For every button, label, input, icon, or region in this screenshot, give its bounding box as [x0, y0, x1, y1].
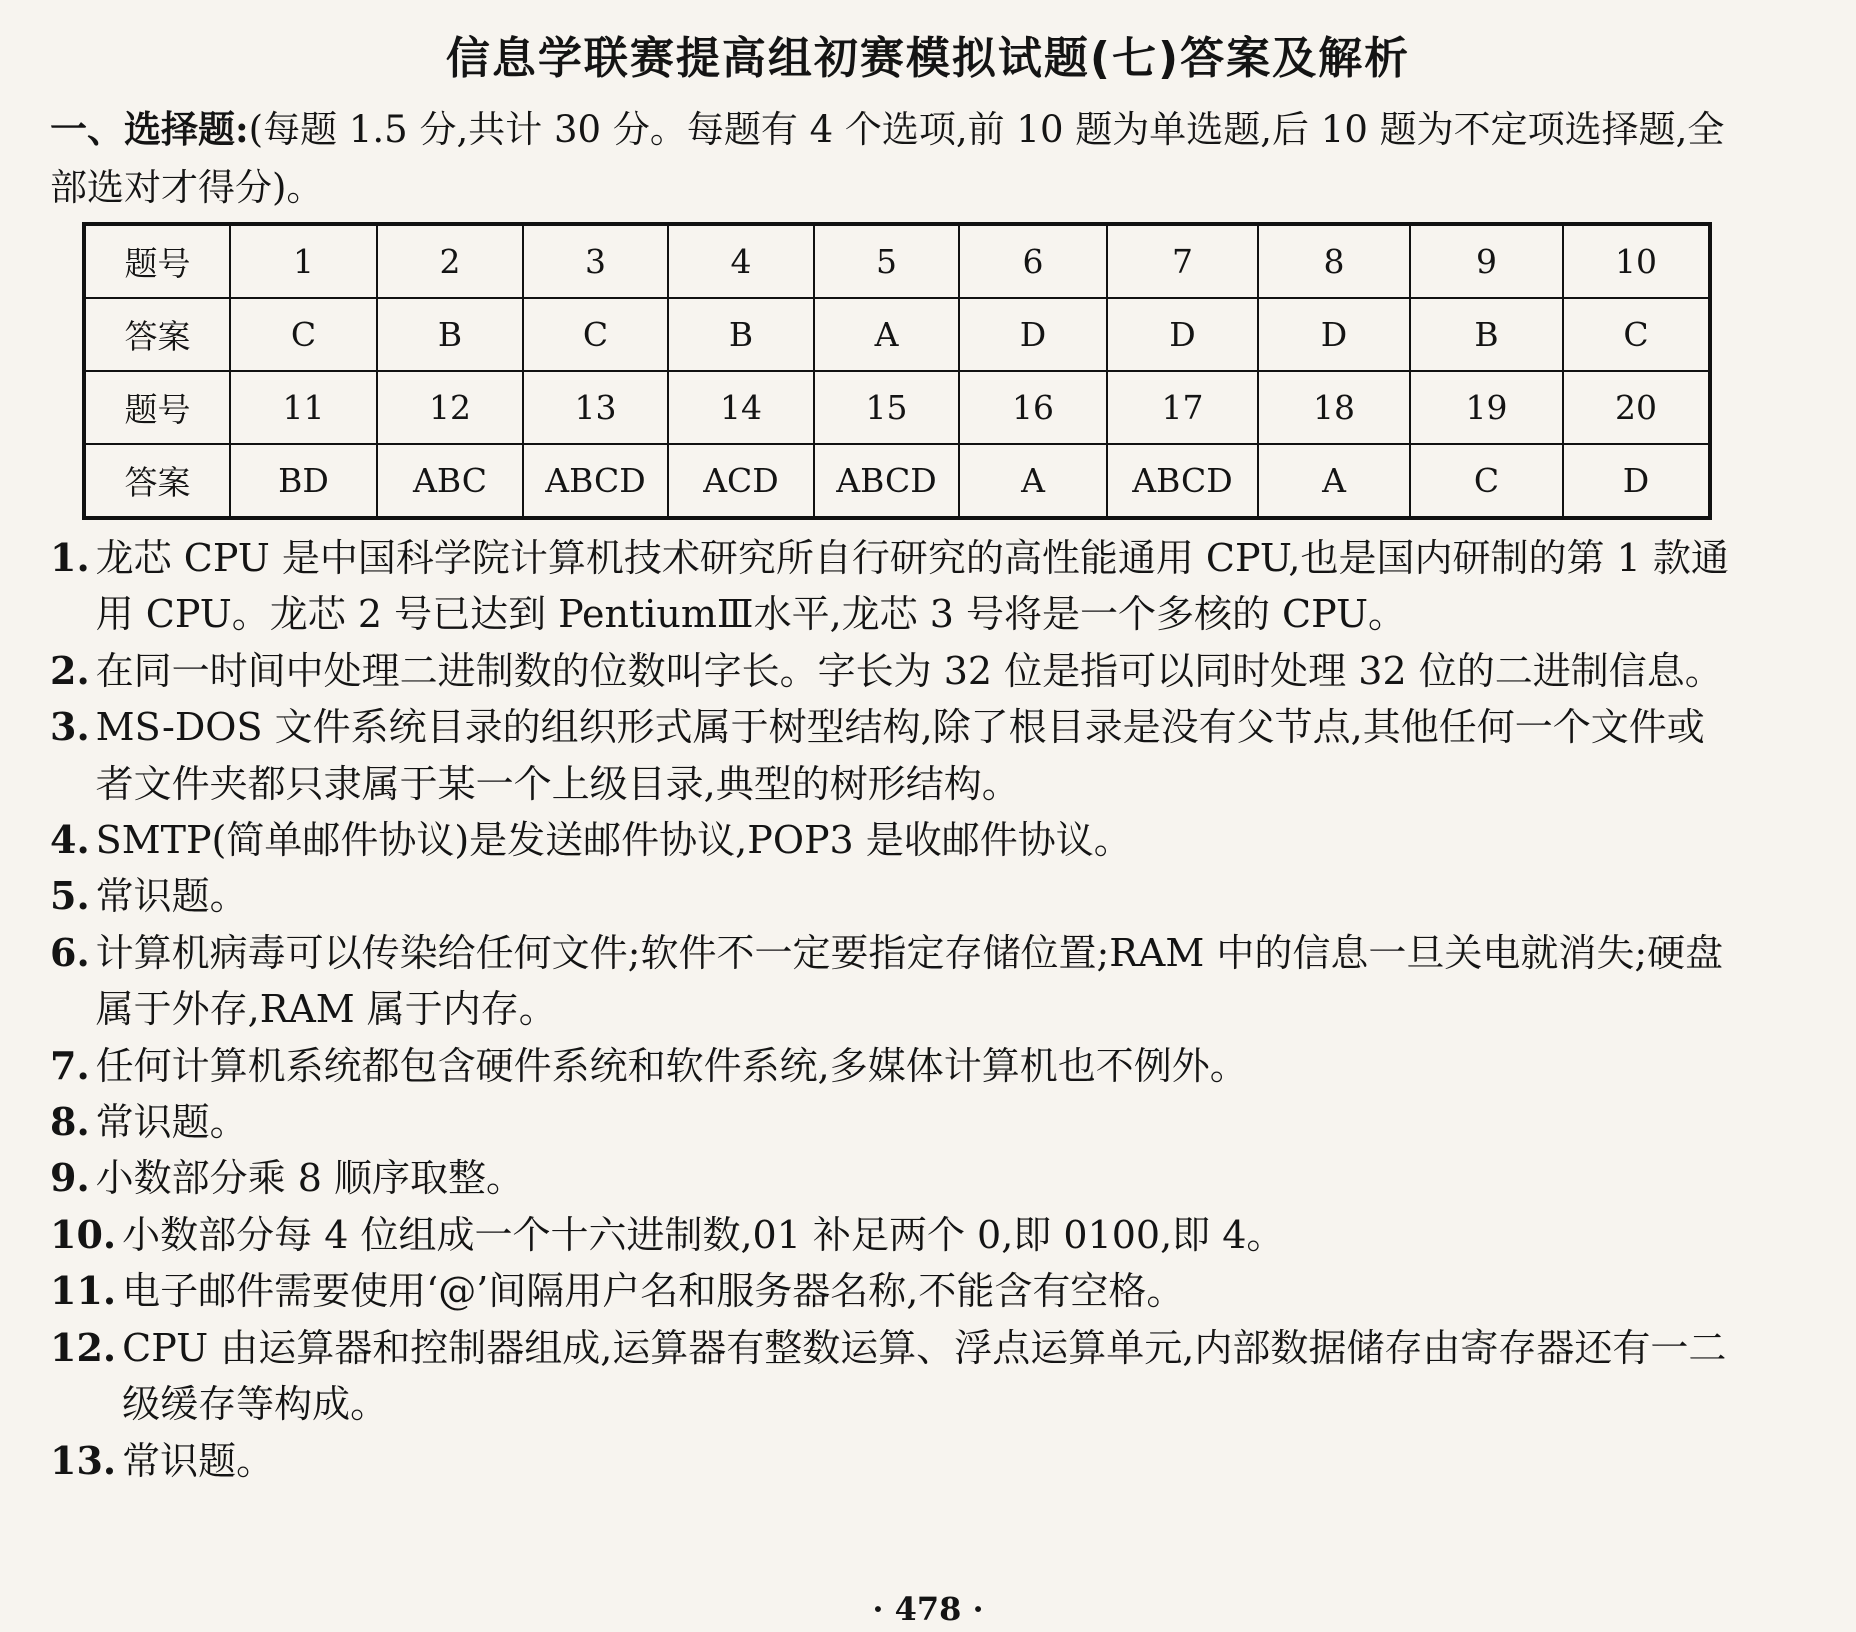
question-number: 12: [377, 371, 523, 444]
answer-cell: C: [523, 298, 668, 371]
question-number: 18: [1258, 371, 1410, 444]
answer-cell: D: [1258, 298, 1410, 371]
question-number: 10: [1563, 224, 1710, 298]
table-row-answers-1: [84, 298, 1710, 371]
question-number: 5: [814, 224, 959, 298]
section-description: (每题 1.5 分,共计 30 分。每题有 4 个选项,前 10 题为单选题,后 10 题为不定项选择题,全部选对才得分)。: [50, 108, 1725, 209]
explanation-list: [50, 530, 1740, 1489]
question-number: 15: [814, 371, 959, 444]
item-number: 7.: [50, 1042, 90, 1088]
table-row-numbers-2: [84, 371, 1710, 444]
answer-cell: B: [668, 298, 814, 371]
item-text: 龙芯 CPU 是中国科学院计算机技术研究所自行研究的高性能通用 CPU,也是国内研制的第 1 款通用 CPU。龙芯 2 号已达到 PentiumⅢ水平,龙芯 3 号将是一个多核的 CPU。: [95, 536, 1729, 637]
question-number: 1: [230, 224, 377, 298]
answer-cell: A: [959, 444, 1107, 518]
item-number: 11.: [50, 1268, 117, 1314]
question-number: 2: [377, 224, 523, 298]
item-text: SMTP(简单邮件协议)是发送邮件协议,POP3 是收邮件协议。: [95, 818, 1132, 863]
item-text: 小数部分乘 8 顺序取整。: [95, 1156, 525, 1201]
question-number: 7: [1107, 224, 1258, 298]
section-heading: 一、选择题:: [50, 107, 249, 151]
answer-cell: ABCD: [523, 444, 668, 518]
question-number: 20: [1563, 371, 1710, 444]
list-item: [50, 925, 1740, 1038]
item-number: 2.: [50, 647, 90, 693]
answer-cell: C: [1563, 298, 1710, 371]
answer-cell: ACD: [668, 444, 814, 518]
item-text: 在同一时间中处理二进制数的位数叫字长。字长为 32 位是指可以同时处理 32 位的二进制信息。: [95, 648, 1723, 693]
question-number: 8: [1258, 224, 1410, 298]
answer-cell: ABCD: [814, 444, 959, 518]
answer-cell: B: [377, 298, 523, 371]
question-number: 4: [668, 224, 814, 298]
row-label: 答案: [84, 444, 230, 518]
answer-cell: ABCD: [1107, 444, 1258, 518]
item-number: 12.: [50, 1324, 117, 1370]
list-item: [50, 699, 1740, 812]
answer-table: [82, 222, 1712, 520]
list-item: [50, 1207, 1740, 1263]
row-label: 题号: [84, 371, 230, 444]
item-number: 1.: [50, 535, 90, 580]
table-row-numbers-1: [84, 224, 1710, 298]
item-text: 常识题。: [95, 874, 248, 919]
item-number: 8.: [50, 1099, 90, 1145]
item-number: 10.: [50, 1211, 117, 1257]
list-item: [50, 530, 1740, 643]
list-item: [50, 1038, 1740, 1094]
item-number: 13.: [50, 1437, 117, 1483]
question-number: 19: [1410, 371, 1563, 444]
list-item: [50, 1094, 1740, 1150]
item-text: 常识题。: [122, 1438, 275, 1483]
answer-cell: BD: [230, 444, 377, 518]
row-label: 答案: [84, 298, 230, 371]
question-number: 11: [230, 371, 377, 444]
list-item: [50, 812, 1740, 868]
item-text: 小数部分每 4 位组成一个十六进制数,01 补足两个 0,即 0100,即 4。: [122, 1212, 1285, 1257]
question-number: 9: [1410, 224, 1563, 298]
list-item: [50, 868, 1740, 924]
list-item: [50, 1320, 1740, 1433]
section-intro: [50, 100, 1740, 217]
item-number: 9.: [50, 1155, 90, 1201]
question-number: 14: [668, 371, 814, 444]
answer-cell: D: [1107, 298, 1258, 371]
page-title: 信息学联赛提高组初赛模拟试题(七)答案及解析: [445, 33, 1411, 84]
item-number: 5.: [50, 873, 90, 919]
item-text: MS-DOS 文件系统目录的组织形式属于树型结构,除了根目录是没有父节点,其他任何一个文件或者文件夹都只隶属于某一个上级目录,典型的树形结构。: [95, 705, 1705, 806]
list-item: [50, 1263, 1740, 1319]
item-text: 常识题。: [95, 1100, 248, 1145]
item-number: 6.: [50, 929, 90, 975]
row-label: 题号: [84, 224, 230, 298]
item-text: 计算机病毒可以传染给任何文件;软件不一定要指定存储位置;RAM 中的信息一旦关电就消失;硬盘属于外存,RAM 属于内存。: [95, 930, 1724, 1032]
item-number: 3.: [50, 704, 90, 750]
question-number: 6: [959, 224, 1107, 298]
question-number: 17: [1107, 371, 1258, 444]
item-text: CPU 由运算器和控制器组成,运算器有整数运算、浮点运算单元,内部数据储存由寄存器还有一二级缓存等构成。: [122, 1325, 1727, 1427]
question-number: 13: [523, 371, 668, 444]
answer-cell: C: [1410, 444, 1563, 518]
answer-cell: B: [1410, 298, 1563, 371]
answer-cell: ABC: [377, 444, 523, 518]
page-number: · 478 ·: [872, 1590, 984, 1628]
answer-cell: C: [230, 298, 377, 371]
list-item: [50, 1150, 1740, 1206]
item-text: 任何计算机系统都包含硬件系统和软件系统,多媒体计算机也不例外。: [95, 1043, 1248, 1088]
question-number: 3: [523, 224, 668, 298]
item-text: 电子邮件需要使用‘@’间隔用户名和服务器名称,不能含有空格。: [122, 1269, 1185, 1314]
item-number: 4.: [50, 817, 90, 863]
answer-cell: D: [1563, 444, 1710, 518]
answer-cell: A: [814, 298, 959, 371]
table-row-answers-2: [84, 444, 1710, 518]
answer-cell: A: [1258, 444, 1410, 518]
question-number: 16: [959, 371, 1107, 444]
list-item: [50, 1433, 1740, 1489]
list-item: [50, 643, 1740, 699]
answer-cell: D: [959, 298, 1107, 371]
